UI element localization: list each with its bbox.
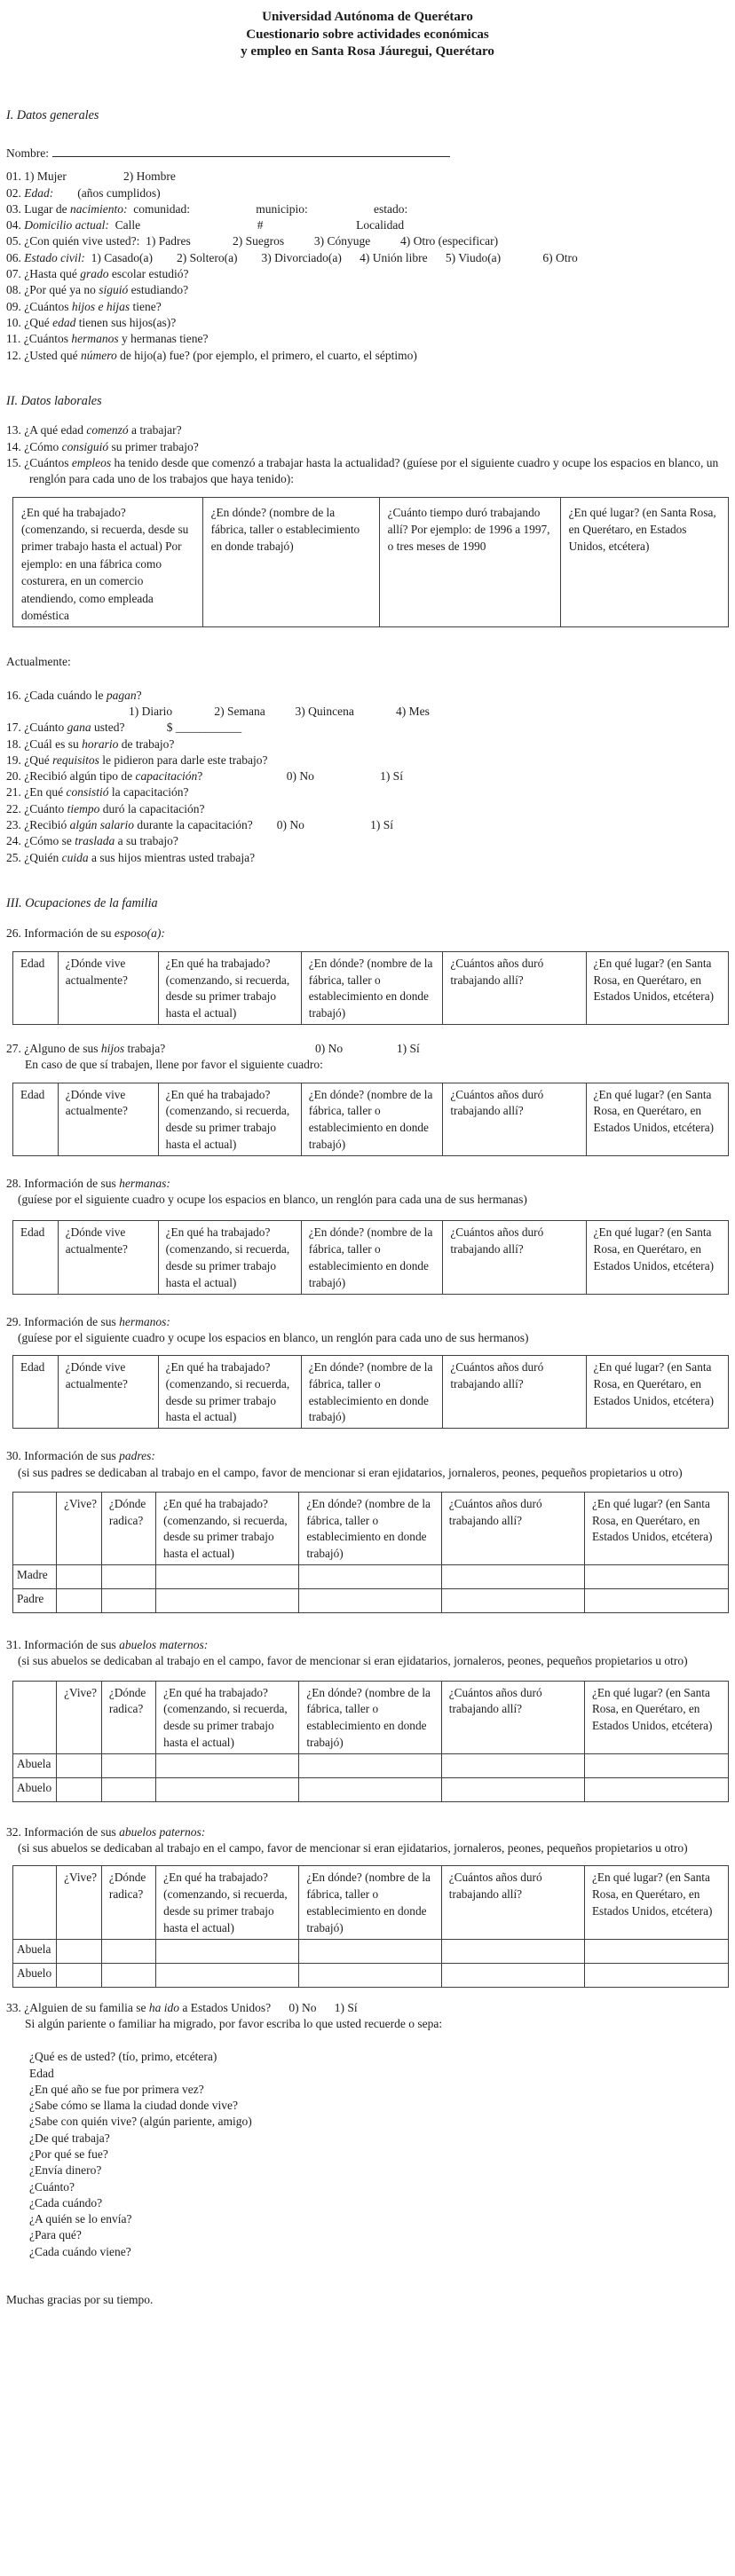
- column-header: ¿Dónde radica?: [101, 1866, 155, 1939]
- emphasized-word: hermanos: [71, 332, 119, 346]
- question-31-note: (si sus abuelos se dedicaban al trabajo en el campo, favor de mencionar si eran ejidatarios, jornaleros, peones, pequeños propietarios u otro): [18, 1654, 688, 1668]
- column-header: ¿Vive?: [57, 1492, 102, 1564]
- emphasized-word: capacitación: [135, 769, 198, 784]
- question-31: [6, 1637, 729, 1653]
- column-header: ¿Cuántos años duró trabajando allí?: [441, 1681, 584, 1753]
- empty-cell[interactable]: [584, 1589, 728, 1613]
- children-table-header-row: [13, 1083, 729, 1155]
- emphasized-word: requisitos: [52, 752, 99, 767]
- column-header: ¿En qué ha trabajado? (comenzando, si recuerda, desde su primer trabajo hasta el actual) Por ejemplo: en una fábrica como costurera, en un comercio atendiendo, como empleada doméstica: [13, 497, 203, 627]
- text-segment: 21. ¿En qué: [6, 785, 67, 800]
- spouse-table-header-row: [13, 951, 729, 1024]
- emphasized-word: consiguió: [61, 439, 109, 453]
- text-segment: 15. ¿Cuántos: [6, 455, 72, 469]
- emphasized-word: gana: [67, 721, 91, 735]
- children-table[interactable]: [12, 1083, 729, 1156]
- question-05: [6, 233, 729, 249]
- section-heading-datos-generales: I. Datos generales: [6, 107, 99, 122]
- empty-cell[interactable]: [441, 1777, 584, 1801]
- text-segment: a sus hijos mientras usted trabaja?: [88, 850, 256, 864]
- question-18: [6, 737, 729, 752]
- question-08: [6, 282, 729, 298]
- closing-text: Muchas gracias por su tiempo.: [6, 2293, 154, 2307]
- column-header: ¿Dónde vive actualmente?: [58, 1083, 158, 1155]
- text-segment: 29. Información de sus: [6, 1314, 120, 1328]
- text-segment: 19. ¿Qué: [6, 752, 53, 767]
- empty-cell[interactable]: [57, 1565, 102, 1589]
- text-segment: comunidad: municipio: estado:: [127, 201, 408, 216]
- emphasized-word: hermanos:: [119, 1314, 170, 1328]
- text-segment: estudiando?: [128, 283, 189, 297]
- emphasized-word: algún salario: [69, 818, 134, 832]
- text-segment: de hijo(a) fue? (por ejemplo, el primero, el cuarto, el séptimo): [116, 348, 417, 362]
- text-segment: 04.: [6, 218, 25, 232]
- text-segment: de trabajo?: [118, 737, 175, 751]
- empty-cell[interactable]: [57, 1589, 102, 1613]
- question-33-subquestions: [6, 2049, 729, 2260]
- column-header: ¿En qué ha trabajado? (comenzando, si recuerda, desde su primer trabajo hasta el actual): [158, 1221, 301, 1294]
- text-segment: 01. 1) Mujer 2) Hombre: [6, 169, 176, 184]
- table-row: [13, 1777, 729, 1801]
- empty-cell[interactable]: [101, 1565, 155, 1589]
- text-segment: 24. ¿Cómo se: [6, 834, 75, 848]
- question-11: [6, 331, 729, 347]
- text-segment: duró la capacitación?: [99, 801, 205, 815]
- section-heading-ocupaciones-familia: III. Ocupaciones de la familia: [6, 895, 158, 910]
- empty-cell[interactable]: [584, 1939, 728, 1963]
- subquestion-line: ¿Cada cuándo?: [29, 2195, 103, 2210]
- emphasized-word: nacimiento:: [69, 201, 128, 216]
- column-header: ¿En qué ha trabajado? (comenzando, si recuerda, desde su primer trabajo hasta el actual): [156, 1492, 299, 1564]
- emphasized-word: consistió: [66, 785, 109, 800]
- empty-cell[interactable]: [299, 1777, 441, 1801]
- text-segment: tienen sus hijos(as)?: [75, 315, 177, 329]
- text-segment: 11. ¿Cuántos: [6, 332, 72, 346]
- row-label: Padre: [13, 1589, 57, 1613]
- text-segment: la capacitación?: [108, 785, 189, 800]
- empty-cell[interactable]: [101, 1753, 155, 1777]
- text-segment: 26. Información de su: [6, 926, 115, 941]
- document-title: [6, 9, 729, 61]
- question-09: [6, 299, 729, 315]
- brothers-table-header-row: [13, 1356, 729, 1429]
- empty-cell[interactable]: [584, 1963, 728, 1987]
- question-13: [6, 422, 729, 438]
- column-header: ¿Cuántos años duró trabajando allí?: [441, 1492, 584, 1564]
- jobs-history-table[interactable]: [12, 497, 729, 628]
- question-14: [6, 439, 729, 455]
- column-header: [13, 1681, 57, 1753]
- subquestion-line: ¿A quién se lo envía?: [29, 2212, 132, 2226]
- subquestion-line: ¿Por qué se fue?: [29, 2147, 108, 2161]
- empty-cell[interactable]: [441, 1589, 584, 1613]
- column-header: ¿En dónde? (nombre de la fábrica, taller o establecimiento en donde trabajó): [299, 1681, 441, 1753]
- column-header: Edad: [13, 1083, 59, 1155]
- text-segment: trabaja? 0) No 1) Sí: [124, 1041, 420, 1055]
- column-header: ¿Vive?: [57, 1866, 102, 1939]
- jobs-table-header-row: [13, 497, 729, 627]
- row-label: Abuela: [13, 1753, 57, 1777]
- paternal-grandparents-header-row: [13, 1866, 729, 1939]
- name-input-line[interactable]: [52, 145, 450, 157]
- maternal-grandparents-table[interactable]: [12, 1681, 729, 1802]
- text-segment: 03. Lugar de: [6, 201, 70, 216]
- question-20: [6, 768, 729, 784]
- column-header: ¿Cuántos años duró trabajando allí?: [443, 951, 586, 1024]
- question-26: [6, 926, 729, 941]
- row-label: Abuela: [13, 1939, 57, 1963]
- question-07: [6, 266, 729, 282]
- subquestion-line: ¿Cuánto?: [29, 2179, 75, 2194]
- text-segment: 27. ¿Alguno de sus: [6, 1041, 101, 1055]
- empty-cell[interactable]: [101, 1777, 155, 1801]
- text-segment: y hermanas tiene?: [118, 332, 209, 346]
- text-segment: 30. Información de sus: [6, 1449, 120, 1463]
- empty-cell[interactable]: [584, 1777, 728, 1801]
- paternal-grandparents-table[interactable]: [12, 1865, 729, 1987]
- question-16: [6, 688, 729, 704]
- empty-cell[interactable]: [441, 1565, 584, 1589]
- column-header: ¿Cuántos años duró trabajando allí?: [443, 1356, 586, 1429]
- text-segment: 33. ¿Alguien de su familia se: [6, 2000, 149, 2014]
- question-16-options: 1) Diario 2) Semana 3) Quincena 4) Mes: [129, 704, 430, 718]
- text-segment: 09. ¿Cuántos: [6, 299, 72, 313]
- question-28-note: (guíese por el siguiente cuadro y ocupe los espacios en blanco, un renglón para cada una de sus hermanas): [18, 1193, 527, 1207]
- column-header: ¿Dónde vive actualmente?: [58, 1356, 158, 1429]
- text-segment: (años cumplidos): [53, 185, 161, 200]
- question-22: [6, 801, 729, 817]
- empty-cell[interactable]: [441, 1939, 584, 1963]
- text-segment: 20. ¿Recibió algún tipo de: [6, 769, 136, 784]
- question-19: [6, 752, 729, 768]
- empty-cell[interactable]: [57, 1939, 102, 1963]
- question-29-note: (guíese por el siguiente cuadro y ocupe los espacios en blanco, un renglón para cada uno de sus hermanos): [18, 1330, 529, 1344]
- question-30: [6, 1448, 729, 1464]
- table-row: [13, 1589, 729, 1613]
- row-label: Madre: [13, 1565, 57, 1589]
- table-row: [13, 1963, 729, 1987]
- column-header: ¿En dónde? (nombre de la fábrica, taller o establecimiento en donde trabajó): [301, 1221, 443, 1294]
- empty-cell[interactable]: [57, 1963, 102, 1987]
- question-30-note: (si sus padres se dedicaban al trabajo en el campo, favor de mencionar si eran ejidatarios, jornaleros, peones, pequeños propietarios u otro): [18, 1465, 683, 1479]
- question-06: [6, 250, 729, 266]
- column-header: ¿En dónde? (nombre de la fábrica, taller o establecimiento en donde trabajó): [299, 1492, 441, 1564]
- column-header: ¿En qué lugar? (en Santa Rosa, en Querétaro, en Estados Unidos, etcétera): [560, 497, 728, 627]
- text-segment: ?: [136, 688, 142, 702]
- emphasized-word: siguió: [99, 283, 129, 297]
- subquestion-line: ¿En qué año se fue por primera vez?: [29, 2082, 204, 2096]
- empty-cell[interactable]: [101, 1963, 155, 1987]
- text-segment: tiene?: [130, 299, 162, 313]
- emphasized-word: edad: [52, 315, 76, 329]
- question-02: [6, 185, 729, 201]
- emphasized-word: comenzó: [86, 423, 129, 437]
- empty-cell[interactable]: [156, 1963, 299, 1987]
- empty-cell[interactable]: [156, 1565, 299, 1589]
- question-32: [6, 1824, 729, 1840]
- text-segment: 12. ¿Usted qué: [6, 348, 81, 362]
- column-header: ¿En dónde? (nombre de la fábrica, taller o establecimiento en donde trabajó): [301, 1083, 443, 1155]
- column-header: ¿Dónde vive actualmente?: [58, 951, 158, 1024]
- question-25: [6, 850, 729, 866]
- text-segment: 06.: [6, 250, 25, 264]
- text-segment: 13. ¿A qué edad: [6, 423, 87, 437]
- subquestion-line: ¿Sabe cómo se llama la ciudad donde vive?: [29, 2099, 239, 2113]
- column-header: ¿En qué lugar? (en Santa Rosa, en Querétaro, en Estados Unidos, etcétera): [584, 1492, 728, 1564]
- parents-table-body: [13, 1492, 729, 1612]
- column-header: ¿Cuánto tiempo duró trabajando allí? Por ejemplo: de 1996 a 1997, o tres meses de 1990: [379, 497, 560, 627]
- empty-cell[interactable]: [441, 1753, 584, 1777]
- name-field-row: [6, 145, 729, 161]
- subquestion-line: ¿Para qué?: [29, 2228, 82, 2242]
- empty-cell[interactable]: [299, 1565, 441, 1589]
- text-segment: 18. ¿Cuál es su: [6, 737, 83, 751]
- text-segment: 32. Información de sus: [6, 1824, 120, 1839]
- name-label: Nombre:: [6, 146, 49, 160]
- emphasized-word: tiempo: [67, 801, 100, 815]
- question-27: [6, 1041, 729, 1057]
- column-header: ¿Cuántos años duró trabajando allí?: [443, 1221, 586, 1294]
- question-23: [6, 817, 729, 833]
- empty-cell[interactable]: [57, 1753, 102, 1777]
- column-header: ¿En dónde? (nombre de la fábrica, taller o establecimiento en donde trabajó): [301, 1356, 443, 1429]
- question-21: [6, 784, 729, 800]
- spouse-table[interactable]: [12, 951, 729, 1025]
- text-segment: ? 0) No 1) Sí: [197, 769, 403, 784]
- emphasized-word: número: [80, 348, 117, 362]
- text-segment: 10. ¿Qué: [6, 315, 53, 329]
- column-header: ¿Dónde vive actualmente?: [58, 1221, 158, 1294]
- text-segment: 31. Información de sus: [6, 1638, 120, 1652]
- text-segment: 28. Información de sus: [6, 1176, 120, 1190]
- question-01: [6, 169, 729, 185]
- empty-cell[interactable]: [584, 1753, 728, 1777]
- column-header: Edad: [13, 951, 59, 1024]
- empty-cell[interactable]: [156, 1939, 299, 1963]
- empty-cell[interactable]: [584, 1565, 728, 1589]
- column-header: ¿En qué lugar? (en Santa Rosa, en Querétaro, en Estados Unidos, etcétera): [586, 1083, 728, 1155]
- subquestion-line: ¿De qué trabaja?: [29, 2131, 110, 2145]
- empty-cell[interactable]: [101, 1939, 155, 1963]
- question-12: [6, 348, 729, 364]
- row-label: Abuelo: [13, 1777, 57, 1801]
- emphasized-word: hermanas:: [119, 1176, 170, 1190]
- emphasized-word: hijos e hijas: [71, 299, 130, 313]
- empty-cell[interactable]: [101, 1589, 155, 1613]
- empty-cell[interactable]: [57, 1777, 102, 1801]
- text-segment: ha tenido desde que comenzó a trabajar hasta la actualidad? (guíese por el siguiente cuadro y ocupe los espacios en blanco, un renglón para cada uno de los trabajos que haya tenido):: [29, 455, 722, 486]
- column-header: ¿En qué ha trabajado? (comenzando, si recuerda, desde su primer trabajo hasta el actual): [156, 1681, 299, 1753]
- empty-cell[interactable]: [299, 1589, 441, 1613]
- column-header: ¿En qué ha trabajado? (comenzando, si recuerda, desde su primer trabajo hasta el actual): [156, 1866, 299, 1939]
- column-header: ¿En qué lugar? (en Santa Rosa, en Querétaro, en Estados Unidos, etcétera): [584, 1681, 728, 1753]
- question-17: [6, 720, 729, 736]
- column-header: ¿En qué lugar? (en Santa Rosa, en Querétaro, en Estados Unidos, etcétera): [586, 1221, 728, 1294]
- text-segment: Calle # Localidad: [108, 218, 405, 232]
- column-header: ¿En qué lugar? (en Santa Rosa, en Querétaro, en Estados Unidos, etcétera): [584, 1866, 728, 1939]
- question-03: [6, 201, 729, 217]
- emphasized-word: Estado civil:: [24, 250, 85, 264]
- subquestion-line: ¿Cada cuándo viene?: [29, 2244, 131, 2258]
- sisters-table-header-row: [13, 1221, 729, 1294]
- column-header: ¿En qué ha trabajado? (comenzando, si recuerda, desde su primer trabajo hasta el actual): [158, 951, 301, 1024]
- text-segment: 22. ¿Cuánto: [6, 801, 67, 815]
- question-33-note: Si algún pariente o familiar ha migrado, por favor escriba lo que usted recuerde o sepa:: [25, 2016, 443, 2030]
- emphasized-word: empleos: [71, 455, 112, 469]
- table-row: [13, 1939, 729, 1963]
- text-segment: a su trabajo?: [115, 834, 178, 848]
- question-10: [6, 315, 729, 331]
- question-27-note: En caso de que sí trabajen, llene por favor el siguiente cuadro:: [25, 1058, 323, 1072]
- column-header: ¿En qué lugar? (en Santa Rosa, en Querétaro, en Estados Unidos, etcétera): [586, 951, 728, 1024]
- table-row: [13, 1565, 729, 1589]
- section-heading-datos-laborales: II. Datos laborales: [6, 393, 102, 408]
- column-header: ¿Dónde radica?: [101, 1492, 155, 1564]
- column-header: ¿En qué ha trabajado? (comenzando, si recuerda, desde su primer trabajo hasta el actual): [158, 1356, 301, 1429]
- emphasized-word: Edad:: [24, 185, 54, 200]
- text-segment: 14. ¿Cómo: [6, 439, 62, 453]
- emphasized-word: esposo(a):: [114, 926, 165, 941]
- actualmente-label: Actualmente:: [6, 655, 71, 669]
- emphasized-word: pagan: [106, 688, 137, 702]
- emphasized-word: padres:: [119, 1449, 155, 1463]
- parents-table[interactable]: [12, 1492, 729, 1613]
- parents-table-header-row: [13, 1492, 729, 1564]
- text-segment: durante la capacitación? 0) No 1) Sí: [134, 818, 394, 832]
- table-row: [13, 1753, 729, 1777]
- emphasized-word: horario: [82, 737, 119, 751]
- subquestion-line: Edad: [29, 2066, 54, 2080]
- emphasized-word: Domicilio actual:: [24, 218, 109, 232]
- question-28: [6, 1176, 729, 1192]
- question-04: [6, 217, 729, 233]
- title-line-3: y empleo en Santa Rosa Jáuregui, Querétaro: [241, 44, 494, 59]
- column-header: ¿En dónde? (nombre de la fábrica, taller o establecimiento en donde trabajó): [299, 1866, 441, 1939]
- sisters-table[interactable]: [12, 1220, 729, 1294]
- text-segment: 02.: [6, 185, 25, 200]
- empty-cell[interactable]: [299, 1939, 441, 1963]
- emphasized-word: abuelos paternos:: [119, 1824, 206, 1839]
- emphasized-word: abuelos maternos:: [119, 1638, 209, 1652]
- column-header: ¿Vive?: [57, 1681, 102, 1753]
- text-segment: a Estados Unidos? 0) No 1) Sí: [178, 2000, 358, 2014]
- text-segment: a trabajar?: [128, 423, 182, 437]
- text-segment: 1) Casado(a) 2) Soltero(a) 3) Divorciado(a) 4) Unión libre 5) Viudo(a) 6) Otro: [84, 250, 578, 264]
- text-segment: escolar estudió?: [108, 267, 189, 281]
- empty-cell[interactable]: [299, 1753, 441, 1777]
- title-line-1: Universidad Autónoma de Querétaro: [262, 10, 473, 24]
- text-segment: 07. ¿Hasta qué: [6, 267, 81, 281]
- column-header: ¿En dónde? (nombre de la fábrica, taller o establecimiento en donde trabajó): [202, 497, 379, 627]
- text-segment: le pidieron para darle este trabajo?: [99, 752, 268, 767]
- column-header: Edad: [13, 1221, 59, 1294]
- brothers-table[interactable]: [12, 1355, 729, 1429]
- empty-cell[interactable]: [156, 1753, 299, 1777]
- column-header: [13, 1866, 57, 1939]
- paternal-grandparents-table-body: [13, 1866, 729, 1987]
- subquestion-line: ¿Envía dinero?: [29, 2163, 102, 2178]
- subquestion-line: ¿Sabe con quién vive? (algún pariente, amigo): [29, 2115, 252, 2129]
- maternal-grandparents-table-body: [13, 1681, 729, 1801]
- text-segment: 23. ¿Recibió: [6, 818, 70, 832]
- empty-cell[interactable]: [441, 1963, 584, 1987]
- column-header: ¿En qué lugar? (en Santa Rosa, en Querétaro, en Estados Unidos, etcétera): [586, 1356, 728, 1429]
- question-32-note: (si sus abuelos se dedicaban al trabajo en el campo, favor de mencionar si eran ejidatarios, jornaleros, peones, pequeños propietarios u otro): [18, 1841, 688, 1855]
- empty-cell[interactable]: [156, 1589, 299, 1613]
- column-header: ¿En dónde? (nombre de la fábrica, taller o establecimiento en donde trabajó): [301, 951, 443, 1024]
- emphasized-word: grado: [80, 267, 109, 281]
- emphasized-word: hijos: [100, 1041, 125, 1055]
- column-header: ¿Cuántos años duró trabajando allí?: [443, 1083, 586, 1155]
- question-29: [6, 1314, 729, 1330]
- subquestion-line: ¿Qué es de usted? (tío, primo, etcétera): [29, 2050, 217, 2064]
- column-header: ¿En qué ha trabajado? (comenzando, si recuerda, desde su primer trabajo hasta el actual): [158, 1083, 301, 1155]
- column-header: ¿Dónde radica?: [101, 1681, 155, 1753]
- emphasized-word: cuida: [61, 850, 89, 864]
- empty-cell[interactable]: [156, 1777, 299, 1801]
- text-segment: 16. ¿Cada cuándo le: [6, 688, 107, 702]
- emphasized-word: ha ido: [148, 2000, 179, 2014]
- text-segment: usted? $ ___________: [91, 721, 242, 735]
- question-24: [6, 833, 729, 849]
- question-15: [6, 455, 729, 488]
- text-segment: 05. ¿Con quién vive usted?: 1) Padres 2) Suegros 3) Cónyuge 4) Otro (especificar): [6, 234, 499, 248]
- column-header: Edad: [13, 1356, 59, 1429]
- maternal-grandparents-header-row: [13, 1681, 729, 1753]
- emphasized-word: traslada: [75, 834, 115, 848]
- column-header: ¿Cuántos años duró trabajando allí?: [441, 1866, 584, 1939]
- column-header: [13, 1492, 57, 1564]
- row-label: Abuelo: [13, 1963, 57, 1987]
- text-segment: 17. ¿Cuánto: [6, 721, 67, 735]
- text-segment: 08. ¿Por qué ya no: [6, 283, 99, 297]
- empty-cell[interactable]: [299, 1963, 441, 1987]
- text-segment: su primer trabajo?: [108, 439, 199, 453]
- question-33: [6, 2000, 729, 2016]
- title-line-2: Cuestionario sobre actividades económicas: [246, 27, 489, 42]
- text-segment: 25. ¿Quién: [6, 850, 62, 864]
